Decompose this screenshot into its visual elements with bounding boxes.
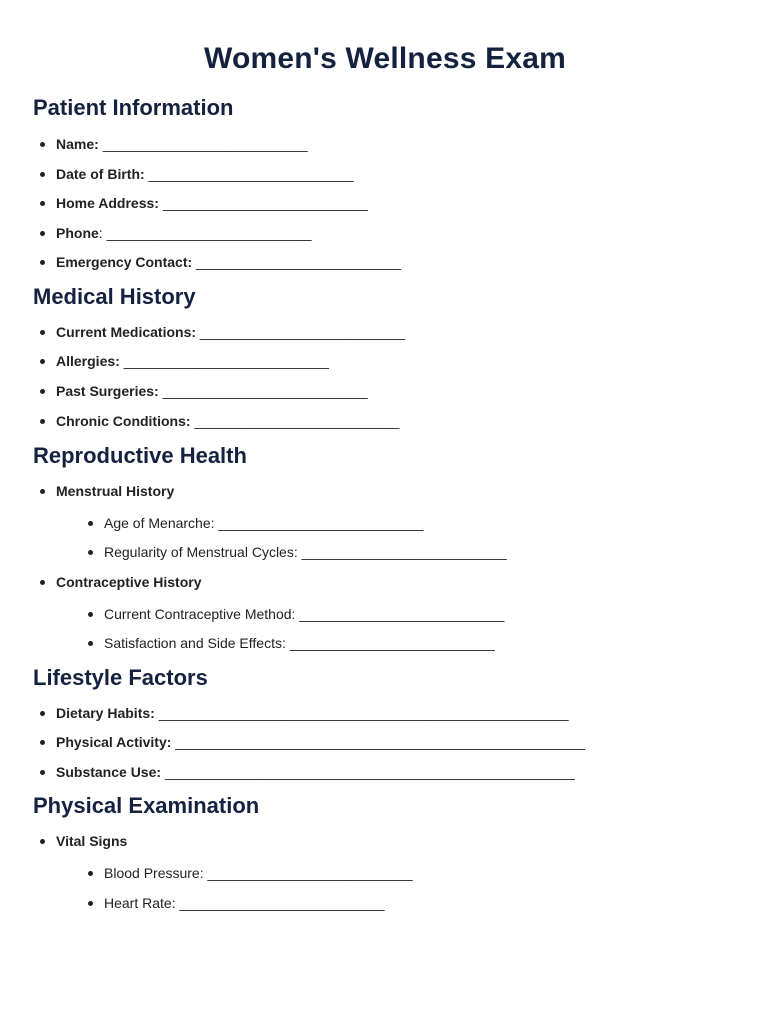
section-physical-examination xyxy=(33,792,737,912)
section-medical-history xyxy=(33,283,737,430)
group-menstrual-history xyxy=(33,482,737,562)
field-list xyxy=(33,135,737,271)
section-heading: Reproductive Health xyxy=(33,442,247,468)
field-chronic-conditions xyxy=(33,412,737,430)
fill-blank: ______________________________________________________ xyxy=(175,734,585,751)
section-heading: Lifestyle Factors xyxy=(33,664,208,690)
section-heading: Patient Information xyxy=(33,95,234,120)
section-reproductive-health xyxy=(33,442,737,653)
group-label: Vital Signs xyxy=(56,833,128,850)
field-contraceptive-method xyxy=(56,605,737,623)
fill-blank: ___________________________ xyxy=(199,323,405,340)
section-heading: Medical History xyxy=(33,283,196,309)
field-label: Age of Menarche: xyxy=(104,514,215,531)
sub-field-list xyxy=(56,514,737,562)
field-label: Physical Activity: xyxy=(56,734,172,751)
field-label: Phone xyxy=(56,224,99,241)
field-label: Dietary Habits: xyxy=(56,704,155,721)
fill-blank: ___________________________ xyxy=(102,136,308,152)
field-list xyxy=(33,323,737,430)
field-age-of-menarche xyxy=(56,514,737,532)
field-cycle-regularity xyxy=(56,543,737,561)
fill-blank: ___________________________ xyxy=(301,544,507,561)
field-label-colon: : xyxy=(98,224,103,241)
field-dietary-habits xyxy=(33,704,737,722)
page-title: Women's Wellness Exam xyxy=(203,42,567,75)
fill-blank: ___________________________ xyxy=(289,635,495,652)
section-lifestyle-factors xyxy=(33,664,737,781)
field-current-medications xyxy=(33,323,737,341)
field-label: Satisfaction and Side Effects: xyxy=(104,635,286,652)
field-substance-use xyxy=(33,763,737,781)
sub-field-list xyxy=(56,864,737,912)
fill-blank: ___________________________ xyxy=(299,605,505,622)
section-heading: Physical Examination xyxy=(33,793,260,819)
field-emergency-contact xyxy=(33,253,737,271)
sub-field-list xyxy=(56,605,737,653)
field-label: Heart Rate: xyxy=(104,894,176,911)
group-label: Contraceptive History xyxy=(56,573,202,590)
field-list xyxy=(33,832,737,912)
group-vital-signs xyxy=(33,832,737,912)
field-past-surgeries xyxy=(33,382,737,400)
field-list xyxy=(33,704,737,781)
fill-blank: ___________________________ xyxy=(162,195,368,211)
field-label: Chronic Conditions: xyxy=(56,412,191,429)
field-heart-rate xyxy=(56,894,737,912)
group-label: Menstrual History xyxy=(56,482,175,499)
fill-blank: ______________________________________________________ xyxy=(158,704,569,721)
field-phone xyxy=(33,224,737,242)
fill-blank: ___________________________ xyxy=(196,254,401,270)
field-label: Name: xyxy=(56,136,99,152)
field-label: Emergency Contact: xyxy=(56,254,193,270)
field-label: Current Medications: xyxy=(56,323,197,340)
field-label: Home Address: xyxy=(56,195,159,211)
field-label: Regularity of Menstrual Cycles: xyxy=(104,544,298,561)
field-label: Date of Birth: xyxy=(56,165,145,182)
fill-blank: ___________________________ xyxy=(194,412,400,429)
fill-blank: ______________________________________________________ xyxy=(164,763,575,780)
fill-blank: ___________________________ xyxy=(162,383,368,400)
field-physical-activity xyxy=(33,733,737,751)
fill-blank: ___________________________ xyxy=(207,865,413,882)
group-contraceptive-history xyxy=(33,573,737,653)
field-satisfaction-side-effects xyxy=(56,634,737,652)
field-label: Allergies: xyxy=(56,353,120,370)
section-patient-information xyxy=(33,94,737,271)
field-date-of-birth xyxy=(33,165,737,183)
field-label: Current Contraceptive Method: xyxy=(104,605,296,622)
fill-blank: ___________________________ xyxy=(179,894,385,911)
field-label: Blood Pressure: xyxy=(104,865,204,882)
field-label: Substance Use: xyxy=(56,763,162,780)
field-list xyxy=(33,482,737,653)
field-blood-pressure xyxy=(56,864,737,882)
fill-blank: ___________________________ xyxy=(218,514,424,531)
field-allergies xyxy=(33,352,737,370)
field-home-address xyxy=(33,194,737,212)
fill-blank: ___________________________ xyxy=(106,224,312,241)
fill-blank: ___________________________ xyxy=(123,353,329,370)
field-label: Past Surgeries: xyxy=(56,383,159,400)
field-name xyxy=(33,135,737,153)
fill-blank: ___________________________ xyxy=(148,165,354,182)
